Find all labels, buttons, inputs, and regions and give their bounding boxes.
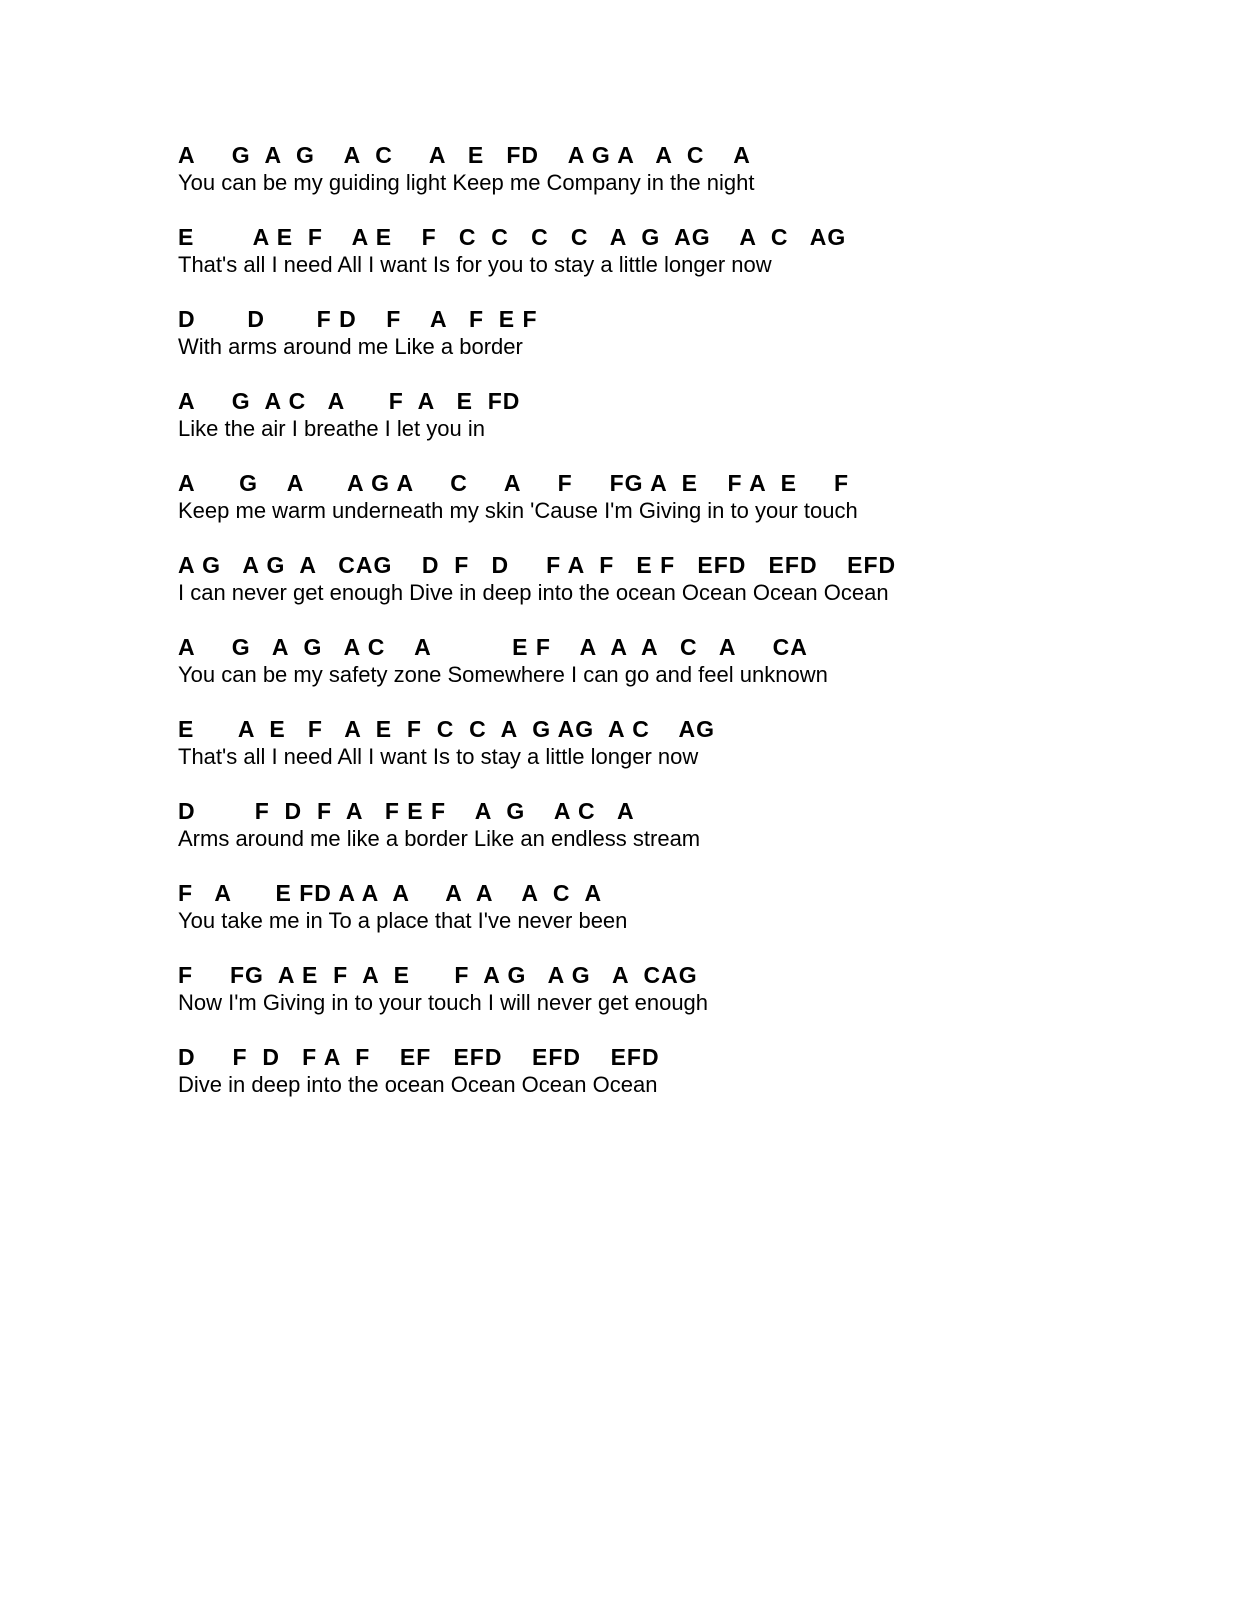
notes-line: A G A G A C A E FD A G A A C A [178,142,751,168]
stanza-9 [178,797,1078,853]
lyric-line: Arms around me like a border Like an endless stream [178,826,701,851]
stanza-12 [178,1043,1078,1099]
notes-line: D F D F A F EF EFD EFD EFD [178,1044,660,1070]
lyric-line: Keep me warm underneath my skin 'Cause I'm Giving in to your touch [178,498,858,523]
stanza-2 [178,223,1078,279]
lyric-line: You can be my guiding light Keep me Company in the night [178,170,755,195]
stanza-4 [178,387,1078,443]
lyric-line: Now I'm Giving in to your touch I will never get enough [178,990,709,1015]
stanza-7 [178,633,1078,689]
notes-line: E A E F A E F C C A G AG A C AG [178,716,716,742]
notes-line: D F D F A F E F A G A C A [178,798,635,824]
stanza-1 [178,141,1078,197]
stanza-8 [178,715,1078,771]
notes-line: D D F D F A F E F [178,306,538,332]
notes-line: A G A G A C A E F A A A C A CA [178,634,808,660]
lyric-line: Dive in deep into the ocean Ocean Ocean Ocean [178,1072,658,1097]
stanza-6 [178,551,1078,607]
lyric-line: You can be my safety zone Somewhere I can go and feel unknown [178,662,828,687]
stanza-5 [178,469,1078,525]
notes-line: A G A C A F A E FD [178,388,521,414]
lyric-line: With arms around me Like a border [178,334,523,359]
lyric-line: That's all I need All I want Is to stay a little longer now [178,744,699,769]
stanza-11 [178,961,1078,1017]
lyric-line: I can never get enough Dive in deep into the ocean Ocean Ocean Ocean [178,580,889,605]
stanza-10 [178,879,1078,935]
lyric-line: That's all I need All I want Is for you to stay a little longer now [178,252,772,277]
notes-line: F A E FD A A A A A A C A [178,880,603,906]
notes-line: A G A G A CAG D F D F A F E F EFD EFD EFD [178,552,897,578]
stanza-3 [178,305,1078,361]
notes-line: F FG A E F A E F A G A G A CAG [178,962,698,988]
notes-line: A G A A G A C A F FG A E F A E F [178,470,850,496]
notes-line: E A E F A E F C C C C A G AG A C AG [178,224,847,250]
lyric-line: Like the air I breathe I let you in [178,416,485,441]
lyric-line: You take me in To a place that I've never been [178,908,628,933]
